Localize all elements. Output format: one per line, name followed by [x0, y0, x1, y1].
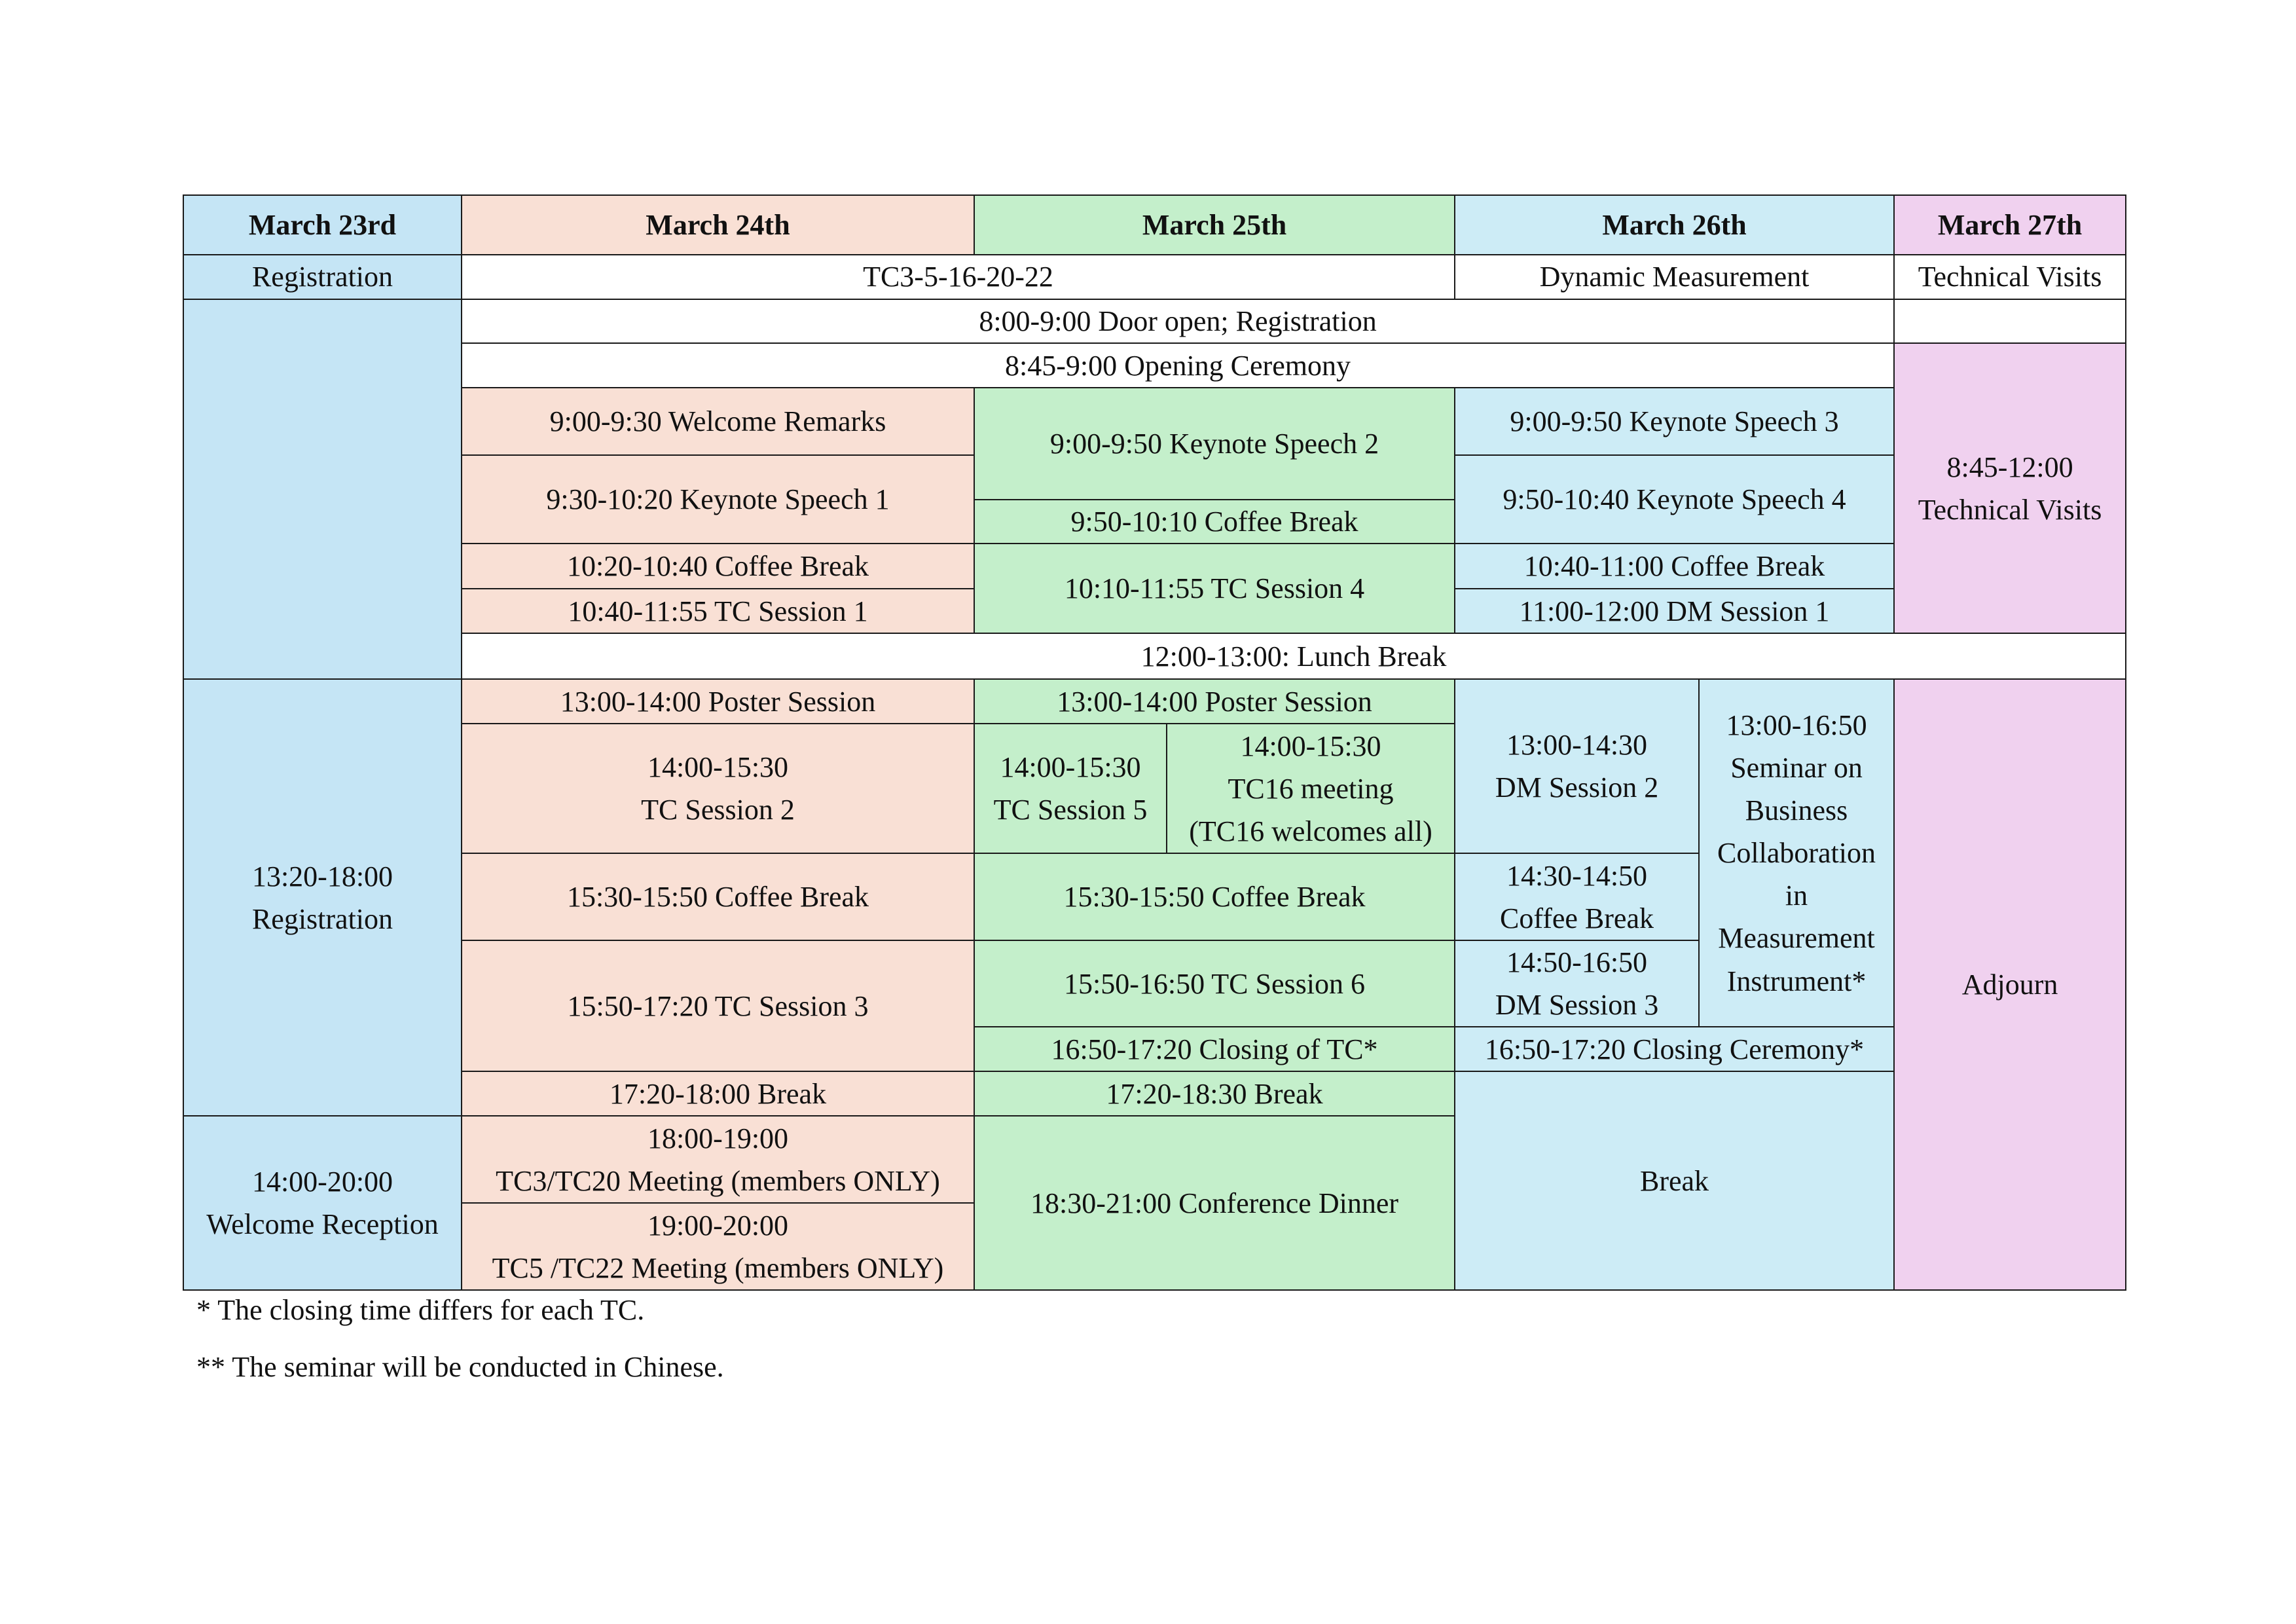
seminar-line-5: Measurement	[1718, 922, 1875, 955]
tc-session-4-cell: 10:10-11:55 TC Session 4	[974, 544, 1455, 633]
tc16-meeting-time: 14:00-15:30	[1240, 729, 1381, 762]
tc5-tc22-meeting-cell	[462, 1203, 974, 1290]
footnote-closing-time: * The closing time differs for each TC.	[196, 1294, 645, 1326]
march24-poster-session-cell: 13:00-14:00 Poster Session	[462, 679, 974, 724]
dm-session-3-time: 14:50-16:50	[1506, 946, 1648, 979]
tc16-meeting-cell	[1167, 724, 1455, 853]
march27-empty-cell	[1894, 299, 2126, 343]
conference-schedule-table	[183, 194, 2126, 1291]
tc3-tc20-meeting-cell	[462, 1116, 974, 1203]
tc-session-2-label: TC Session 2	[641, 794, 795, 826]
schedule-row	[183, 544, 2126, 589]
closing-of-tc-cell: 16:50-17:20 Closing of TC*	[974, 1027, 1455, 1071]
seminar-time: 13:00-16:50	[1726, 709, 1867, 741]
seminar-cell	[1699, 679, 1894, 1027]
tc-session-5-time: 14:00-15:30	[1000, 751, 1141, 784]
schedule-row	[183, 1071, 2126, 1116]
header-march-25: March 25th	[974, 195, 1455, 255]
tc-session-2-time: 14:00-15:30	[647, 751, 789, 784]
march25-break-cell: 17:20-18:30 Break	[974, 1071, 1455, 1116]
schedule-row	[183, 679, 2126, 724]
tc-session-1-cell: 10:40-11:55 TC Session 1	[462, 589, 974, 633]
header-march-27: March 27th	[1894, 195, 2126, 255]
tc5-tc22-meeting-time: 19:00-20:00	[647, 1209, 789, 1242]
seminar-line-4: in	[1785, 879, 1808, 912]
technical-visits-cell	[1894, 343, 2126, 633]
header-march-23: March 23rd	[183, 195, 462, 255]
tc3-tc20-meeting-label: TC3/TC20 Meeting (members ONLY)	[496, 1164, 940, 1197]
dm-session-1-cell: 11:00-12:00 DM Session 1	[1455, 589, 1894, 633]
keynote-speech-3-cell: 9:00-9:50 Keynote Speech 3	[1455, 388, 1894, 455]
keynote-speech-2-cell: 9:00-9:50 Keynote Speech 2	[974, 388, 1455, 500]
welcome-reception-cell	[183, 1116, 462, 1290]
tc-session-3-cell: 15:50-17:20 TC Session 3	[462, 940, 974, 1071]
dm-session-3-cell	[1455, 940, 1699, 1027]
keynote-speech-1-cell: 9:30-10:20 Keynote Speech 1	[462, 455, 974, 544]
track-registration: Registration	[183, 255, 462, 299]
seminar-line-2: Business	[1745, 794, 1848, 827]
lunch-row	[183, 633, 2126, 679]
march26-break-cell: Break	[1455, 1071, 1894, 1290]
march25-poster-session-cell: 13:00-14:00 Poster Session	[974, 679, 1455, 724]
technical-visits-label: Technical Visits	[1918, 493, 2102, 526]
lunch-break-cell: 12:00-13:00: Lunch Break	[462, 633, 2126, 679]
header-march-26: March 26th	[1455, 195, 1894, 255]
tc5-tc22-meeting-label: TC5 /TC22 Meeting (members ONLY)	[492, 1251, 944, 1284]
welcome-reception-label: Welcome Reception	[206, 1208, 439, 1241]
track-tc: TC3-5-16-20-22	[462, 255, 1455, 299]
schedule-row	[183, 388, 2126, 455]
track-dynamic-measurement: Dynamic Measurement	[1455, 255, 1894, 299]
technical-visits-time: 8:45-12:00	[1946, 451, 2073, 483]
tc16-meeting-label: TC16 meeting	[1228, 772, 1394, 805]
seminar-line-6: Instrument*	[1726, 965, 1867, 997]
track-row	[183, 255, 2126, 299]
opening-ceremony-cell: 8:45-9:00 Opening Ceremony	[462, 343, 1894, 388]
tc-session-5-cell	[974, 724, 1167, 853]
keynote-speech-4-cell: 9:50-10:40 Keynote Speech 4	[1455, 455, 1894, 544]
march24-break-cell: 17:20-18:00 Break	[462, 1071, 974, 1116]
afternoon-registration-label: Registration	[251, 902, 393, 935]
march24-morning-coffee-cell: 10:20-10:40 Coffee Break	[462, 544, 974, 589]
conference-dinner-cell: 18:30-21:00 Conference Dinner	[974, 1116, 1455, 1290]
march26-morning-coffee-cell: 10:40-11:00 Coffee Break	[1455, 544, 1894, 589]
march23-morning-empty	[183, 299, 462, 679]
seminar-line-1: Seminar on	[1730, 752, 1863, 784]
seminar-line-3: Collaboration	[1717, 837, 1876, 870]
adjourn-cell: Adjourn	[1894, 679, 2126, 1290]
march25-afternoon-coffee-cell: 15:30-15:50 Coffee Break	[974, 853, 1455, 940]
tc-session-6-cell: 15:50-16:50 TC Session 6	[974, 940, 1455, 1027]
tc-session-2-cell	[462, 724, 974, 853]
tc-session-5-label: TC Session 5	[993, 794, 1148, 826]
march26-afternoon-coffee-label: Coffee Break	[1500, 902, 1654, 934]
dm-session-2-time: 13:00-14:30	[1506, 729, 1648, 762]
dm-session-2-cell	[1455, 679, 1699, 853]
march24-afternoon-coffee-cell: 15:30-15:50 Coffee Break	[462, 853, 974, 940]
closing-ceremony-cell: 16:50-17:20 Closing Ceremony*	[1455, 1027, 1894, 1071]
schedule-row	[183, 343, 2126, 388]
welcome-reception-time: 14:00-20:00	[251, 1166, 393, 1198]
march26-afternoon-coffee-time: 14:30-14:50	[1506, 859, 1648, 892]
tc16-meeting-note: (TC16 welcomes all)	[1189, 815, 1432, 847]
door-open-cell: 8:00-9:00 Door open; Registration	[462, 299, 1894, 343]
header-row	[183, 195, 2126, 255]
march26-afternoon-coffee-cell	[1455, 853, 1699, 940]
dm-session-2-label: DM Session 2	[1495, 771, 1659, 804]
tc3-tc20-meeting-time: 18:00-19:00	[647, 1122, 789, 1154]
footnote-seminar-language: ** The seminar will be conducted in Chinese.	[196, 1351, 724, 1383]
afternoon-registration-cell	[183, 679, 462, 1116]
afternoon-registration-time: 13:20-18:00	[251, 860, 393, 893]
header-march-24: March 24th	[462, 195, 974, 255]
welcome-remarks-cell: 9:00-9:30 Welcome Remarks	[462, 388, 974, 455]
march25-morning-coffee-cell: 9:50-10:10 Coffee Break	[974, 500, 1455, 544]
schedule-row	[183, 299, 2126, 343]
track-technical-visits: Technical Visits	[1894, 255, 2126, 299]
dm-session-3-label: DM Session 3	[1495, 989, 1659, 1022]
